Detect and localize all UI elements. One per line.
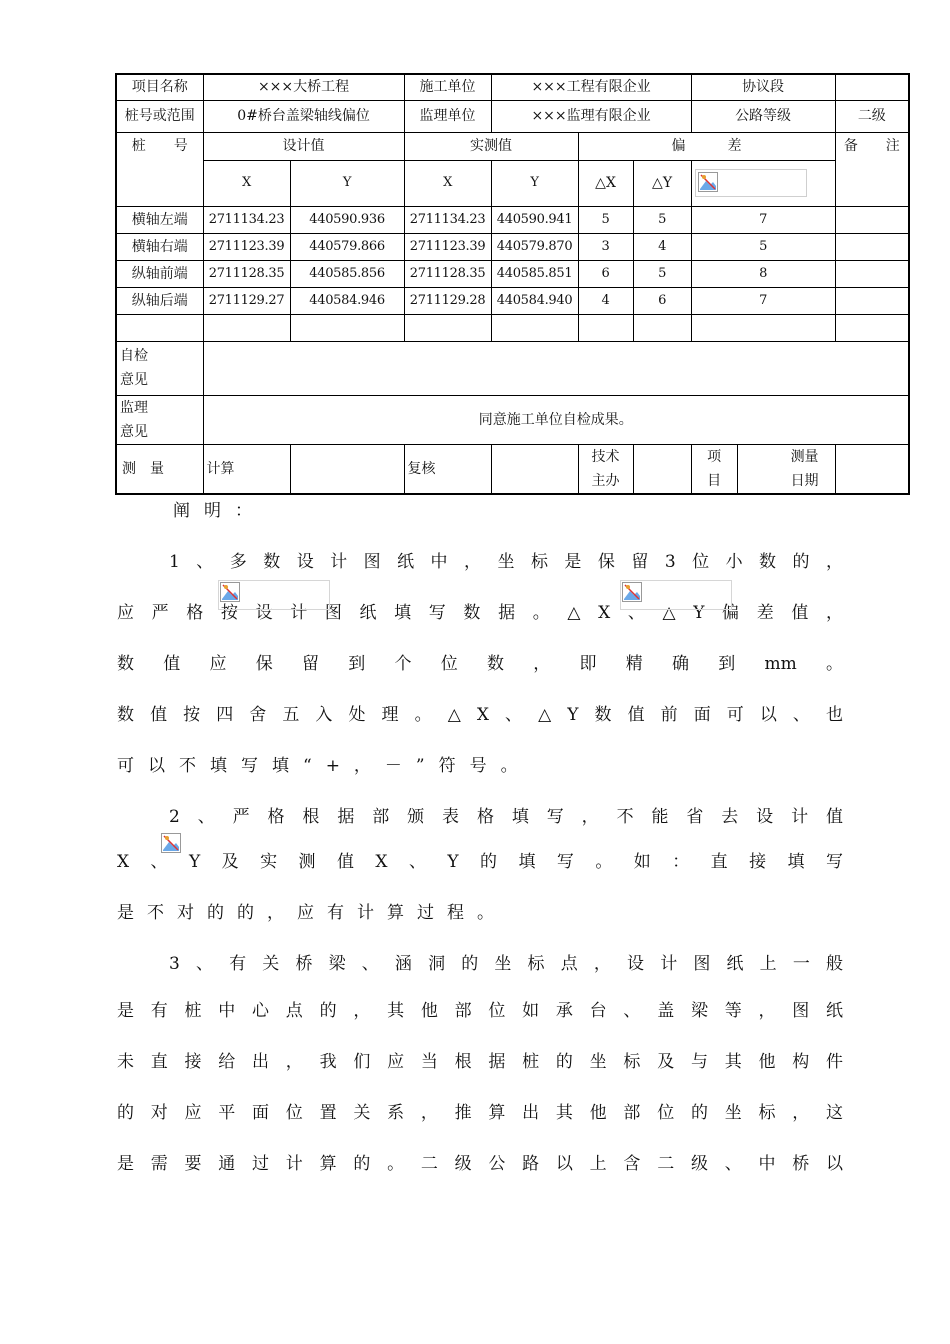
note-line: 2、严格根据部颁表格填写，不能省去设计值 (169, 807, 843, 827)
measured-header: 实测值 (404, 132, 578, 160)
row-dx: 5 (578, 206, 633, 233)
note-line: 1、多数设计图纸中，坐标是保留3位小数的， (169, 552, 843, 572)
supervision-opinion-value: 同意施工单位自检成果。 (203, 395, 909, 444)
road-grade-label: 公路等级 (691, 100, 835, 132)
note-line: 数值按四舍五入处理。△X、△Y数值前面可以、也 (117, 705, 843, 725)
design-header: 设计值 (203, 132, 404, 160)
remarks-header: 备 注 (835, 132, 909, 206)
empty-row (116, 314, 909, 341)
row-pile: 纵轴前端 (116, 260, 203, 287)
note-line: 未直接给出，我们应当根据桩的坐标及与其他构件 (117, 1052, 843, 1072)
supervision-unit: ×××监理有限企业 (491, 100, 691, 132)
sign-calc-value (290, 444, 404, 494)
project-name-label: 项目名称 (116, 74, 203, 100)
row-design-x: 2711123.39 (203, 233, 290, 260)
survey-form-table (115, 73, 910, 495)
road-grade: 二级 (835, 100, 909, 132)
row-measured-y: 440584.940 (491, 287, 578, 314)
row-pile: 横轴左端 (116, 206, 203, 233)
sign-tech-value (633, 444, 691, 494)
row-dx: 3 (578, 233, 633, 260)
sign-calc-label: 计算 (203, 444, 290, 494)
note-line: 是需要通过计算的。二级公路以上含二级、中桥以 (117, 1154, 843, 1174)
table-row (116, 206, 909, 233)
self-check-value (203, 341, 909, 395)
pile-no-header: 桩 号 (116, 132, 203, 206)
row-remark (835, 287, 909, 314)
design-y-header: Y (290, 160, 404, 206)
sign-tech-label (578, 444, 633, 494)
row-measured-y: 440585.851 (491, 260, 578, 287)
row-deviation: 7 (691, 287, 835, 314)
note-line: 数值应保留到个位数，即精确到mm。 (117, 654, 843, 674)
broken-image-icon (695, 169, 807, 197)
construction-unit-label: 施工单位 (404, 74, 491, 100)
row-remark (835, 206, 909, 233)
row-design-y: 440584.946 (290, 287, 404, 314)
row-measured-x: 2711134.23 (404, 206, 491, 233)
row-measured-y: 440590.941 (491, 206, 578, 233)
note-line: 是不对的的，应有计算过程。 (117, 903, 507, 923)
row-dy: 5 (633, 260, 691, 287)
row-dy: 4 (633, 233, 691, 260)
row-measured-x: 2711128.35 (404, 260, 491, 287)
design-x-header: X (203, 160, 290, 206)
measured-y-header: Y (491, 160, 578, 206)
notes-title: 阐明： (173, 501, 266, 521)
note-line: 应严格按设计图纸填写数据。△X、△Y偏差值， (117, 603, 843, 623)
deviation-header: 偏 差 (578, 132, 835, 160)
row-pile: 纵轴后端 (116, 287, 203, 314)
dy-header: △Y (633, 160, 691, 206)
pile-range: 0#桥台盖梁轴线偏位 (203, 100, 404, 132)
note-line: 3、有关桥梁、涵洞的坐标点，设计图纸上一般 (169, 954, 843, 974)
row-design-y: 440579.866 (290, 233, 404, 260)
contract-label: 协议段 (691, 74, 835, 100)
supervision-unit-label: 监理单位 (404, 100, 491, 132)
note-line: 的对应平面位置关系，推算出其他部位的坐标，这 (117, 1103, 843, 1123)
sign-date-value (835, 444, 909, 494)
measured-x-header: X (404, 160, 491, 206)
broken-image-icon (160, 832, 184, 856)
row-measured-x: 2711123.39 (404, 233, 491, 260)
sign-date-text: 测量日期 (790, 448, 819, 489)
row-deviation: 5 (691, 233, 835, 260)
sign-date-label (737, 444, 835, 494)
sign-review-value (491, 444, 578, 494)
row-design-x: 2711128.35 (203, 260, 290, 287)
broken-image-icon (620, 580, 732, 610)
sign-item-label (691, 444, 737, 494)
row-deviation: 7 (691, 206, 835, 233)
row-design-y: 440590.936 (290, 206, 404, 233)
row-pile: 横轴右端 (116, 233, 203, 260)
sign-tech-text: 技术主办 (591, 448, 620, 489)
row-design-y: 440585.856 (290, 260, 404, 287)
row-design-x: 2711134.23 (203, 206, 290, 233)
row-measured-y: 440579.870 (491, 233, 578, 260)
row-dx: 6 (578, 260, 633, 287)
sign-measure-label (116, 444, 203, 494)
construction-unit: ×××工程有限企业 (491, 74, 691, 100)
project-name: ×××大桥工程 (203, 74, 404, 100)
row-measured-x: 2711129.28 (404, 287, 491, 314)
note-line: 可以不填写填“+，－”符号。 (117, 756, 532, 776)
row-deviation: 8 (691, 260, 835, 287)
sign-review-label: 复核 (404, 444, 491, 494)
row-dy: 5 (633, 206, 691, 233)
row-dx: 4 (578, 287, 633, 314)
supervision-opinion-label (116, 395, 203, 444)
contract-value (835, 74, 909, 100)
pile-range-label: 桩号或范围 (116, 100, 203, 132)
row-dy: 6 (633, 287, 691, 314)
table-row (116, 260, 909, 287)
row-design-x: 2711129.27 (203, 287, 290, 314)
table-row (116, 287, 909, 314)
row-remark (835, 260, 909, 287)
note-line: 是有桩中心点的，其他部位如承台、盖梁等，图纸 (117, 1001, 843, 1021)
row-remark (835, 233, 909, 260)
note-line: X、Y及实测值X、Y的填写。如：直接填写 (117, 852, 843, 872)
supervision-opinion-label-text: 监理意见 (120, 399, 148, 440)
sign-measure-text: 测 量 (122, 460, 164, 477)
self-check-label (116, 341, 203, 395)
dx-header: △X (578, 160, 633, 206)
table-row (116, 233, 909, 260)
deviation-image-cell (691, 160, 835, 206)
sign-item-text: 项目 (707, 448, 722, 489)
broken-image-icon (218, 580, 330, 610)
self-check-label-text: 自检意见 (120, 348, 148, 388)
